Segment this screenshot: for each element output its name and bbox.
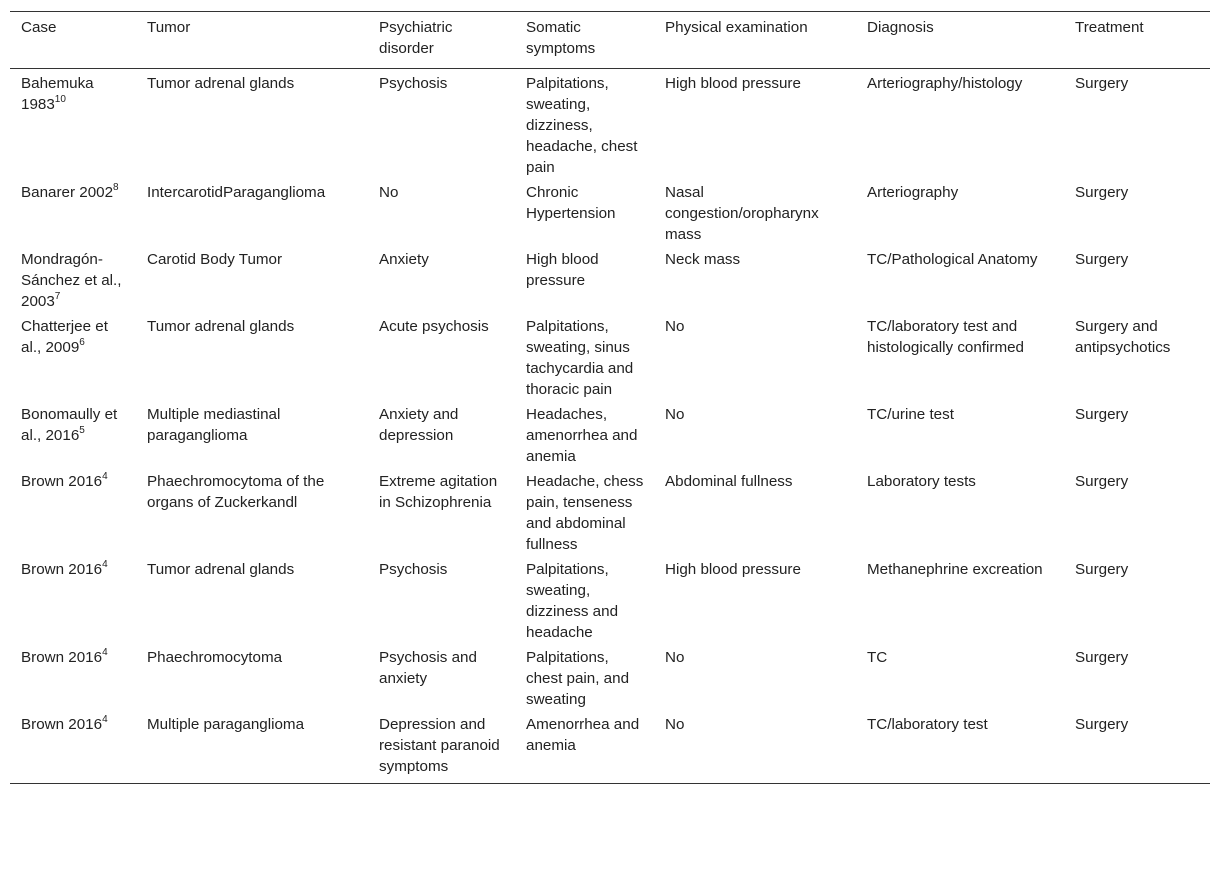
cell-treatment: Surgery [1075, 473, 1129, 490]
header-psychiatric-disorder: Psychiatric disorder [379, 19, 453, 57]
reference-superscript: 4 [102, 646, 108, 658]
header-diagnosis: Diagnosis [867, 19, 934, 36]
cell-tumor: Tumor adrenal glands [147, 75, 295, 92]
cell-psychiatric-disorder: Anxiety and depression [379, 406, 459, 444]
cell-somatic-symptoms: Headache, chess pain, tenseness and abdominal fullness [526, 473, 644, 553]
table-row [10, 710, 1210, 783]
cell-diagnosis: Methanephrine excreation [867, 561, 1043, 578]
reference-superscript: 8 [113, 181, 119, 193]
table-row [10, 69, 1210, 179]
reference-superscript: 10 [54, 93, 66, 105]
cell-case: Brown 2016$^4$ [21, 558, 108, 578]
cell-physical-examination: Abdominal fullness [665, 473, 793, 490]
cell-treatment: Surgery [1075, 251, 1129, 268]
table-row [10, 400, 1210, 467]
cell-psychiatric-disorder: No [379, 184, 399, 201]
cell-treatment: Surgery [1075, 75, 1129, 92]
cell-somatic-symptoms: Headaches, amenorrhea and anemia [526, 406, 638, 465]
cell-tumor: Tumor adrenal glands [147, 561, 295, 578]
cell-somatic-symptoms: Palpitations, sweating, dizziness, headache, chest pain [526, 75, 638, 176]
reference-superscript: 4 [102, 558, 108, 570]
table-row [10, 467, 1210, 555]
cell-case: Mondragón-Sánchez et al., 2003$^7$ [21, 251, 122, 310]
cell-diagnosis: Arteriography/histology [867, 75, 1023, 92]
cell-somatic-symptoms: Amenorrhea and anemia [526, 716, 640, 754]
cell-psychiatric-disorder: Anxiety [379, 251, 429, 268]
cell-treatment: Surgery [1075, 184, 1129, 201]
cell-case: Brown 2016$^4$ [21, 646, 108, 666]
header-case: Case [21, 19, 57, 36]
cell-diagnosis: TC/Pathological Anatomy [867, 251, 1038, 268]
cell-tumor: IntercarotidParaganglioma [147, 184, 326, 201]
table-row [10, 312, 1210, 400]
cell-treatment: Surgery [1075, 561, 1129, 578]
table-row [10, 245, 1210, 312]
cell-diagnosis: TC [867, 649, 888, 666]
cell-physical-examination: No [665, 406, 685, 423]
cell-somatic-symptoms: High blood pressure [526, 251, 599, 289]
reference-superscript: 6 [79, 336, 85, 348]
cell-case: Chatterjee et al., 2009$^6$ [21, 318, 108, 356]
cell-physical-examination: High blood pressure [665, 561, 801, 578]
cell-treatment: Surgery [1075, 649, 1129, 666]
cell-case: Brown 2016$^4$ [21, 713, 108, 733]
table-row [10, 643, 1210, 710]
header-tumor: Tumor [147, 19, 191, 36]
cell-somatic-symptoms: Palpitations, sweating, sinus tachycardia and thoracic pain [526, 318, 634, 398]
cell-diagnosis: TC/laboratory test [867, 716, 988, 733]
cell-psychiatric-disorder: Psychosis [379, 75, 448, 92]
cell-physical-examination: Neck mass [665, 251, 741, 268]
cell-psychiatric-disorder: Depression and resistant paranoid symptoms [379, 716, 500, 775]
cell-somatic-symptoms: Palpitations, sweating, dizziness and headache [526, 561, 619, 641]
cell-somatic-symptoms: Palpitations, chest pain, and sweating [526, 649, 630, 708]
reference-superscript: 7 [54, 290, 61, 302]
cell-tumor: Multiple mediastinal paraganglioma [147, 406, 281, 444]
cell-physical-examination: No [665, 649, 685, 666]
cell-psychiatric-disorder: Acute psychosis [379, 318, 489, 335]
table-row [10, 178, 1210, 245]
table-row [10, 555, 1210, 643]
case-table-frame [10, 11, 1210, 784]
case-table [10, 12, 1210, 783]
cell-tumor: Tumor adrenal glands [147, 318, 295, 335]
cell-physical-examination: Nasal congestion/oropharynx mass [665, 184, 819, 243]
cell-case: Brown 2016$^4$ [21, 470, 108, 490]
cell-psychiatric-disorder: Psychosis and anxiety [379, 649, 477, 687]
cell-psychiatric-disorder: Psychosis [379, 561, 448, 578]
cell-case: Banarer 2002$^8$ [21, 181, 119, 201]
cell-somatic-symptoms: Chronic Hypertension [526, 184, 616, 222]
cell-treatment: Surgery [1075, 716, 1129, 733]
cell-diagnosis: Arteriography [867, 184, 959, 201]
cell-diagnosis: Laboratory tests [867, 473, 976, 490]
reference-superscript: 4 [102, 713, 108, 725]
header-somatic-symptoms: Somatic symptoms [526, 19, 596, 57]
cell-diagnosis: TC/laboratory test and histologically confirmed [867, 318, 1025, 356]
reference-superscript: 4 [102, 470, 108, 482]
cell-tumor: Phaechromocytoma [147, 649, 283, 666]
reference-superscript: 5 [79, 424, 85, 436]
cell-physical-examination: No [665, 716, 685, 733]
cell-physical-examination: No [665, 318, 685, 335]
header-physical-examination: Physical examination [665, 19, 808, 36]
cell-tumor: Carotid Body Tumor [147, 251, 283, 268]
table-header-row [10, 12, 1210, 69]
cell-physical-examination: High blood pressure [665, 75, 801, 92]
cell-tumor: Phaechromocytoma of the organs of Zuckerkandl [147, 473, 325, 511]
cell-treatment: Surgery [1075, 406, 1129, 423]
header-treatment: Treatment [1075, 19, 1144, 36]
cell-case: Bonomaully et al., 2016$^5$ [21, 406, 118, 444]
cell-case: Bahemuka 1983$^{10}$ [21, 75, 94, 113]
cell-diagnosis: TC/urine test [867, 406, 954, 423]
cell-tumor: Multiple paraganglioma [147, 716, 305, 733]
cell-psychiatric-disorder: Extreme agitation in Schizophrenia [379, 473, 498, 511]
cell-treatment: Surgery and antipsychotics [1075, 318, 1171, 356]
